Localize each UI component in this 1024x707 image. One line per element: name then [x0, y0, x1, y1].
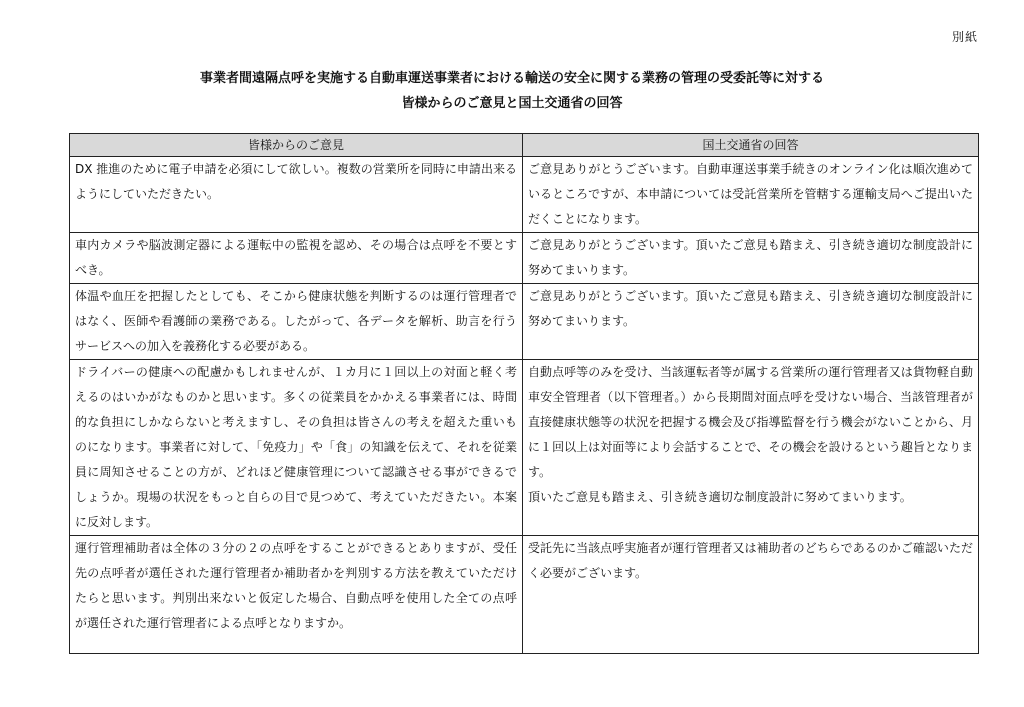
header-opinions: 皆様からのご意見	[70, 134, 523, 157]
table-row	[70, 360, 979, 536]
header-answers: 国土交通省の回答	[523, 134, 979, 157]
answer-cell: 受託先に当該点呼実施者が運行管理者又は補助者のどちらであるのかご確認いただく必要がございます。	[523, 536, 979, 654]
table-row	[70, 233, 979, 284]
opinion-cell: ドライバーの健康への配慮かもしれませんが、１カ月に１回以上の対面と軽く考えるのはいかがなものかと思います。多くの従業員をかかえる事業者には、時間的な負担にしかならないと考えますし、その負担は皆さんの考えを超えた重いものになります。事業者に対して、「免疫力」や「食」の知識を伝えて、それを従業員に周知させることの方が、どれほど健康管理について認識させる事ができるでしょうか。現場の状況をもっと自らの目で見つめて、考えていただきたい。本案に反対します。	[70, 360, 523, 536]
document-title	[0, 66, 1024, 116]
answer-paragraph: 自動点呼等のみを受け、当該運転者等が属する営業所の運行管理者又は貨物軽自動車安全管理者（以下管理者。）から長期間対面点呼を受けない場合、当該管理者が直接健康状態等の状況を把握する機会及び指導監督を行う機会がないことから、月に１回以上は対面等により会話することで、その機会を設けるという趣旨となります。	[528, 365, 973, 479]
answer-paragraph: 頂いたご意見も踏まえ、引き続き適切な制度設計に努めてまいります。	[528, 490, 912, 504]
opinions-answers-table	[69, 133, 979, 654]
answer-cell: ご意見ありがとうございます。自動車運送事業手続きのオンライン化は順次進めているところですが、本申請については受託営業所を管轄する運輸支局へご提出いただくことになります。	[523, 157, 979, 233]
table-header-row	[70, 134, 979, 157]
opinion-cell: 体温や血圧を把握したとしても、そこから健康状態を判断するのは運行管理者ではなく、医師や看護師の業務である。したがって、各データを解析、助言を行うサービスへの加入を義務化する必要がある。	[70, 284, 523, 360]
answer-cell: ご意見ありがとうございます。頂いたご意見も踏まえ、引き続き適切な制度設計に努めてまいります。	[523, 284, 979, 360]
table-row	[70, 536, 979, 654]
answer-cell: ご意見ありがとうございます。頂いたご意見も踏まえ、引き続き適切な制度設計に努めてまいります。	[523, 233, 979, 284]
opinion-cell: 車内カメラや脳波測定器による運転中の監視を認め、その場合は点呼を不要とすべき。	[70, 233, 523, 284]
opinion-cell: 運行管理補助者は全体の３分の２の点呼をすることができるとありますが、受任先の点呼者が選任された運行管理者か補助者かを判別する方法を教えていただけたらと思います。判別出来ないと仮定した場合、自動点呼を使用した全ての点呼が選任された運行管理者による点呼となりますか。	[70, 536, 523, 654]
title-line-2: 皆様からのご意見と国土交通省の回答	[401, 96, 623, 111]
table-row	[70, 157, 979, 233]
opinion-cell: DX 推進のために電子申請を必須にして欲しい。複数の営業所を同時に申請出来るようにしていただきたい。	[70, 157, 523, 233]
answer-cell	[523, 360, 979, 536]
attachment-label: 別紙	[951, 30, 978, 44]
table-row	[70, 284, 979, 360]
title-line-1: 事業者間遠隔点呼を実施する自動車運送事業者における輸送の安全に関する業務の管理の受委託等に対する	[199, 71, 824, 86]
